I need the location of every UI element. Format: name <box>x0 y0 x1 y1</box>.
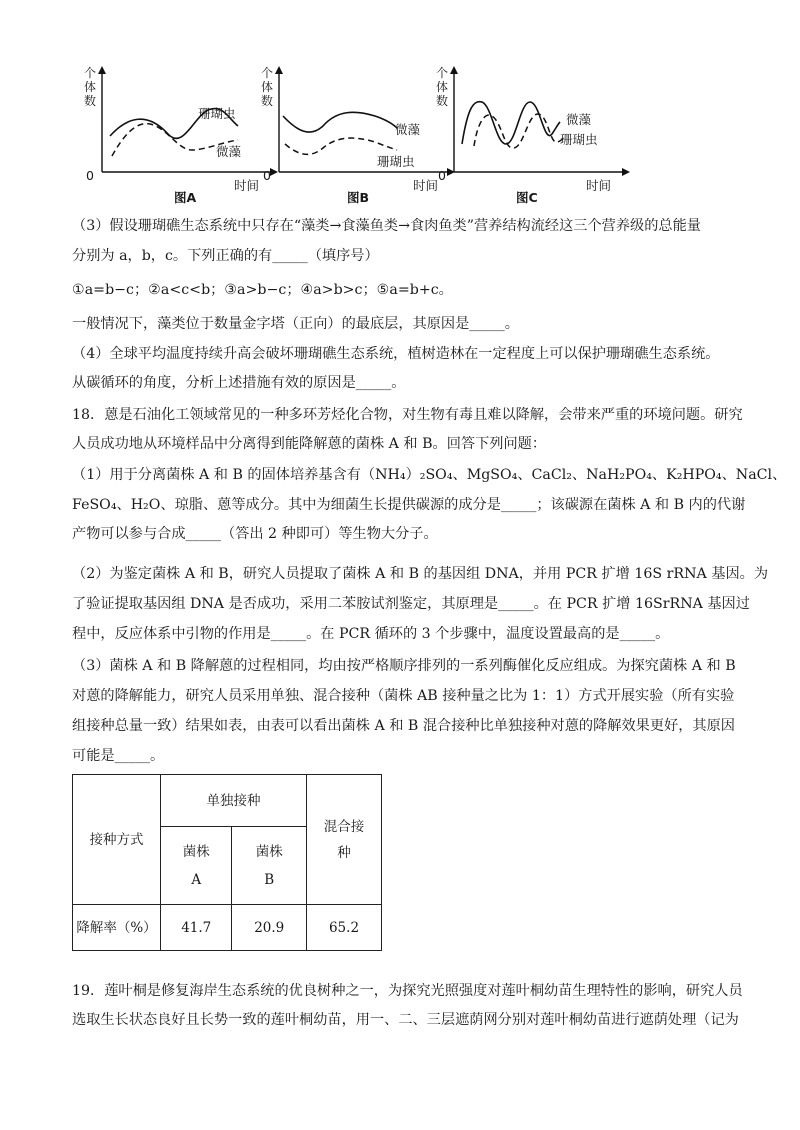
text-line-q3-options: ①a=b−c；②a<c<b；③a>b−c；④a>b>c；⑤a=b+c。 <box>72 282 453 298</box>
text-line-q4-1: （4）全球平均温度持续升高会破坏珊瑚礁生态系统，植树造林在一定程度上可以保护珊瑚礁生态系统。 <box>72 346 720 362</box>
figure-c <box>436 66 630 205</box>
figure-b-series-2: 珊瑚虫 <box>377 154 415 169</box>
text-line-q3-1: （3）假设珊瑚礁生态系统中只存在“藻类→食藻鱼类→食肉鱼类”营养结构流经这三个营养级的总能量 <box>72 218 701 234</box>
table-cell-b: 20.9 <box>232 905 307 951</box>
text-line-q18-7: 了验证提取基因组 DNA 是否成功，采用二苯胺试剂鉴定，其原理是_____。在 PCR 扩增 16SrRNA 基因过 <box>72 596 750 612</box>
figure-b-ylabel: 个体数 <box>261 66 274 108</box>
figure-b-xlabel: 时间 <box>413 178 439 193</box>
figure-a-series-2: 微藻 <box>216 144 242 159</box>
figure-a-origin: 0 <box>86 168 94 183</box>
text-line-q18-1: 18．蒽是石油化工领域常见的一种多环芳烃化合物，对生物有毒且难以降解，会带来严重的环境问题。研究 <box>72 407 743 423</box>
table-header-mixed: 混合接 种 <box>307 775 382 905</box>
figure-c-xlabel: 时间 <box>586 178 612 193</box>
text-line-q18-2: 人员成功地从环境样品中分离得到能降解蒽的菌株 A 和 B。回答下列问题： <box>72 436 547 452</box>
table-row-label: 降解率（%） <box>73 905 161 951</box>
table-header-strain-b: 菌株 B <box>232 827 307 905</box>
figure-a-caption: 图A <box>174 190 197 205</box>
text-line-q4-2: 从碳循环的角度，分析上述措施有效的原因是_____。 <box>72 375 406 391</box>
text-line-q19-2: 选取生长状态良好且长势一致的莲叶桐幼苗，用一、二、三层遮荫网分别对莲叶桐幼苗进行遮荫处理（记为 <box>72 1012 739 1028</box>
text-line-q18-10: 对蒽的降解能力，研究人员采用单独、混合接种（菌株 AB 接种量之比为 1：1）方式开展实验（所有实验 <box>72 688 735 704</box>
figure-b-caption: 图B <box>347 190 370 205</box>
text-line-q18-3: （1）用于分离菌株 A 和 B 的固体培养基含有（NH₄）₂SO₄、MgSO₄、CaCl₂、NaH₂PO₄、K₂HPO₄、NaCl、 <box>72 467 787 483</box>
text-line-q3-3: 一般情况下，藻类位于数量金字塔（正向）的最底层，其原因是_____。 <box>72 316 519 332</box>
text-line-q18-12: 可能是_____。 <box>72 748 165 764</box>
figure-c-algae-curve <box>462 102 560 144</box>
figure-c-caption: 图C <box>516 190 538 205</box>
table-header-method: 接种方式 <box>73 775 161 905</box>
text-line-q18-9: （3）菌株 A 和 B 降解蒽的过程相同，均由按严格顺序排列的一系列酶催化反应组成。为探究菌株 A 和 B <box>72 658 736 674</box>
table-header-strain-a: 菌株 A <box>161 827 232 905</box>
text-line-q18-4: FeSO₄、H₂O、琼脂、蒽等成分。其中为细菌生长提供碳源的成分是_____；该碳源在菌株 A 和 B 内的代谢 <box>72 497 746 513</box>
figure-b-series-1: 微藻 <box>395 122 421 137</box>
figure-b-origin: 0 <box>263 168 271 183</box>
figure-a-series-1: 珊瑚虫 <box>198 106 236 121</box>
figure-b <box>261 66 455 205</box>
text-line-q18-6: （2）为鉴定菌株 A 和 B，研究人员提取了菌株 A 和 B 的基因组 DNA，并用 PCR 扩增 16S rRNA 基因。为 <box>72 566 769 582</box>
text-line-q18-5: 产物可以参与合成_____（答出 2 种即可）等生物大分子。 <box>72 526 438 542</box>
table-cell-mixed: 65.2 <box>307 905 382 951</box>
degradation-table <box>72 774 382 951</box>
table-cell-a: 41.7 <box>161 905 232 951</box>
figure-c-ylabel: 个体数 <box>436 66 449 108</box>
text-line-q18-8: 程中，反应体系中引物的作用是_____。在 PCR 循环的 3 个步骤中，温度设置最高的是_____。 <box>72 626 670 642</box>
figure-c-series-1: 微藻 <box>566 112 592 127</box>
figure-c-series-2: 珊瑚虫 <box>560 132 598 147</box>
figure-a-ylabel: 个体数 <box>84 66 97 108</box>
figure-a-xlabel: 时间 <box>234 178 260 193</box>
figure-a <box>84 66 278 205</box>
text-line-q19-1: 19．莲叶桐是修复海岸生态系统的优良树种之一，为探究光照强度对莲叶桐幼苗生理特性的影响，研究人员 <box>72 983 743 999</box>
table-header-single: 单独接种 <box>161 775 307 827</box>
figure-b-algae-curve <box>283 112 397 132</box>
text-line-q18-11: 组接种总量一致）结果如表，由表可以看出菌株 A 和 B 混合接种比单独接种对蒽的降解效果更好，其原因 <box>72 718 735 734</box>
figure-c-origin: 0 <box>438 168 446 183</box>
text-line-q3-2: 分别为 a，b，c。下列正确的有_____（填序号） <box>72 248 379 264</box>
